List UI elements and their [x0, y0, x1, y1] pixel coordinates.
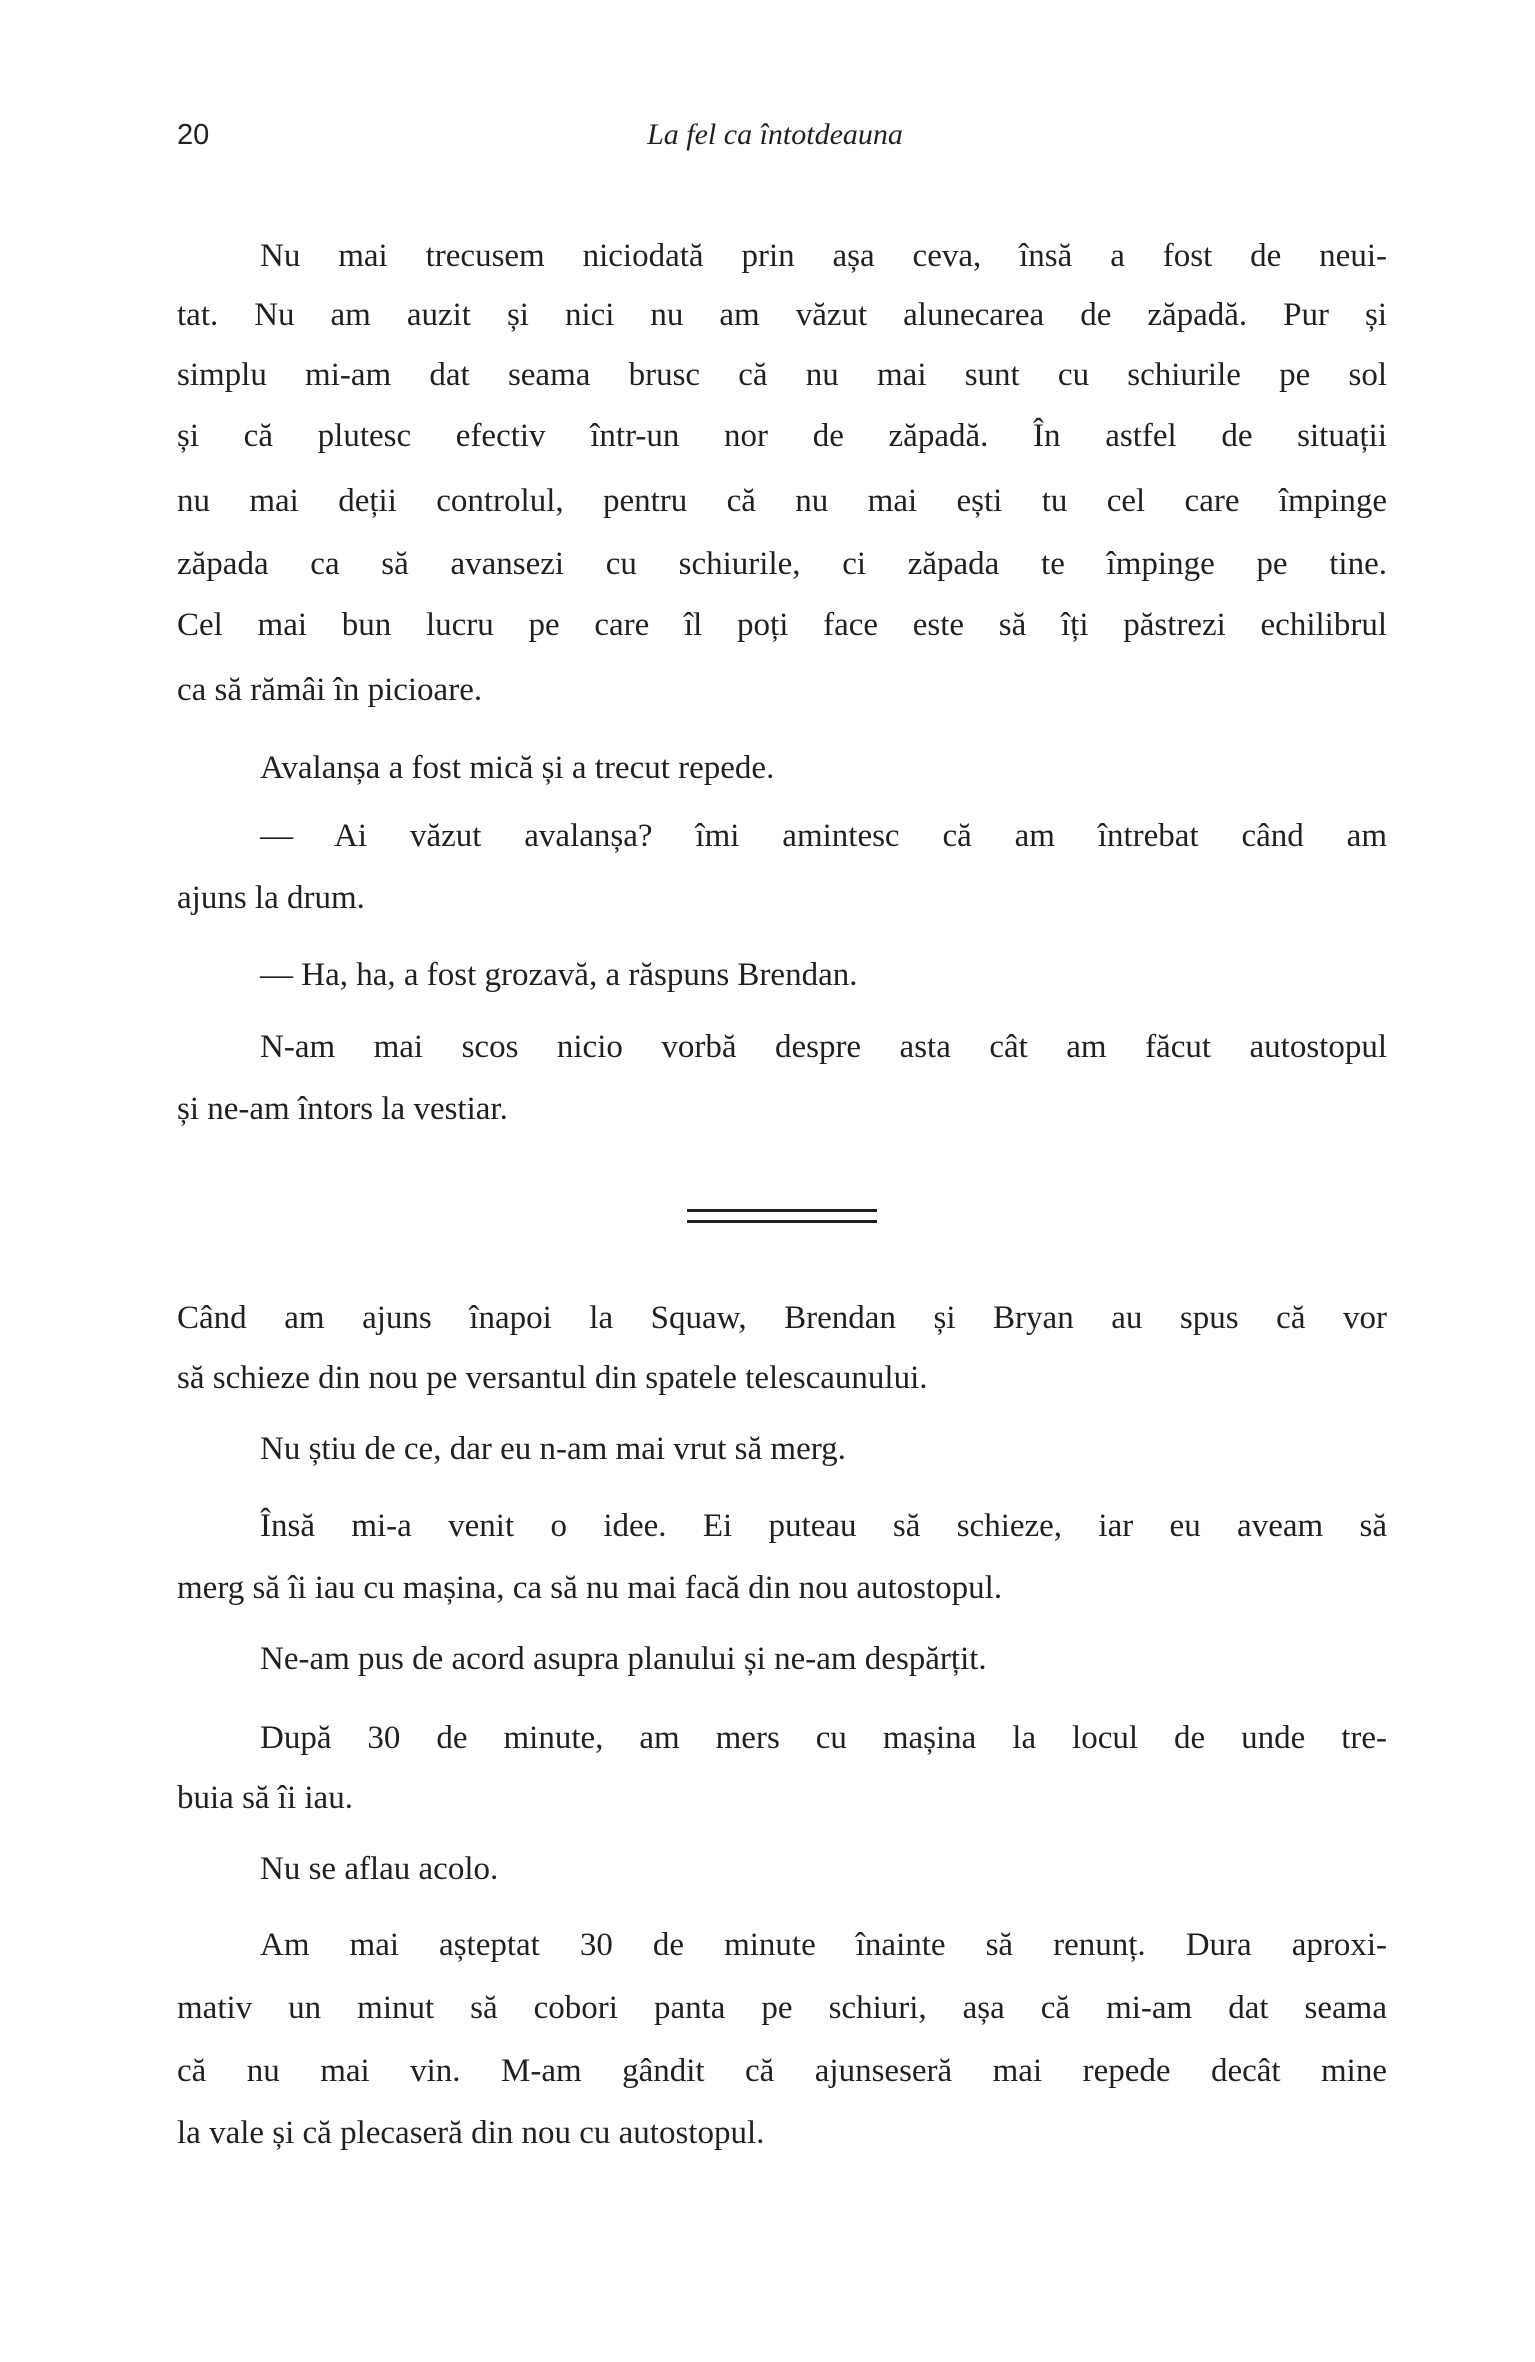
- paragraph-5-line-2: și ne-am întors la vestiar.: [177, 1091, 508, 1127]
- paragraph-6-line-2: să schieze din nou pe versantul din spatele telescaunului.: [177, 1360, 928, 1396]
- paragraph-3-line-2: ajuns la drum.: [177, 880, 365, 916]
- paragraph-7-line-1: Nu știu de ce, dar eu n-am mai vrut să merg.: [260, 1431, 846, 1467]
- paragraph-1-line-8: ca să rămâi în picioare.: [177, 672, 483, 708]
- paragraph-4-line-1: — Ha, ha, a fost grozavă, a răspuns Brendan.: [260, 957, 858, 993]
- paragraph-1-line-6: zăpada ca să avansezi cu schiurile, ci zăpada te împinge pe tine.: [177, 546, 1387, 582]
- paragraph-1-line-1: Nu mai trecusem niciodată prin așa ceva, însă a fost de neui-: [260, 238, 1387, 274]
- paragraph-8-line-1: Însă mi-a venit o idee. Ei puteau să schieze, iar eu aveam să: [260, 1508, 1387, 1544]
- paragraph-10-line-2: buia să îi iau.: [177, 1780, 353, 1816]
- running-title: La fel ca întotdeauna: [647, 118, 903, 151]
- paragraph-12-line-4: la vale și că plecaseră din nou cu autostopul.: [177, 2115, 765, 2151]
- paragraph-10-line-1: După 30 de minute, am mers cu mașina la locul de unde tre-: [260, 1720, 1387, 1756]
- paragraph-6-line-1: Când am ajuns înapoi la Squaw, Brendan și Bryan au spus că vor: [177, 1300, 1387, 1336]
- paragraph-1-line-5: nu mai deții controlul, pentru că nu mai ești tu cel care împinge: [177, 483, 1387, 519]
- paragraph-8-line-2: merg să îi iau cu mașina, ca să nu mai facă din nou autostopul.: [177, 1570, 1003, 1606]
- paragraph-1-line-7: Cel mai bun lucru pe care îl poți face este să îți păstrezi echilibrul: [177, 607, 1387, 643]
- paragraph-12-line-3: că nu mai vin. M-am gândit că ajunseseră mai repede decât mine: [177, 2053, 1387, 2089]
- paragraph-12-line-1: Am mai așteptat 30 de minute înainte să renunț. Dura aproxi-: [260, 1927, 1387, 1963]
- paragraph-12-line-2: mativ un minut să cobori panta pe schiuri, așa că mi-am dat seama: [177, 1990, 1387, 2026]
- section-break-line-bottom: [687, 1220, 877, 1223]
- paragraph-11-line-1: Nu se aflau acolo.: [260, 1851, 499, 1887]
- paragraph-1-line-2: tat. Nu am auzit și nici nu am văzut alunecarea de zăpadă. Pur și: [177, 297, 1387, 333]
- paragraph-3-line-1: — Ai văzut avalanșa? îmi amintesc că am întrebat când am: [260, 818, 1387, 854]
- page-number: 20: [177, 119, 210, 151]
- paragraph-9-line-1: Ne-am pus de acord asupra planului și ne-am despărțit.: [260, 1641, 987, 1677]
- paragraph-1-line-4: și că plutesc efectiv într-un nor de zăpadă. În astfel de situații: [177, 418, 1387, 454]
- section-break-line-top: [687, 1209, 877, 1212]
- paragraph-5-line-1: N-am mai scos nicio vorbă despre asta cât am făcut autostopul: [260, 1029, 1387, 1065]
- paragraph-2-line-1: Avalanșa a fost mică și a trecut repede.: [260, 750, 775, 786]
- paragraph-1-line-3: simplu mi-am dat seama brusc că nu mai sunt cu schiurile pe sol: [177, 357, 1387, 393]
